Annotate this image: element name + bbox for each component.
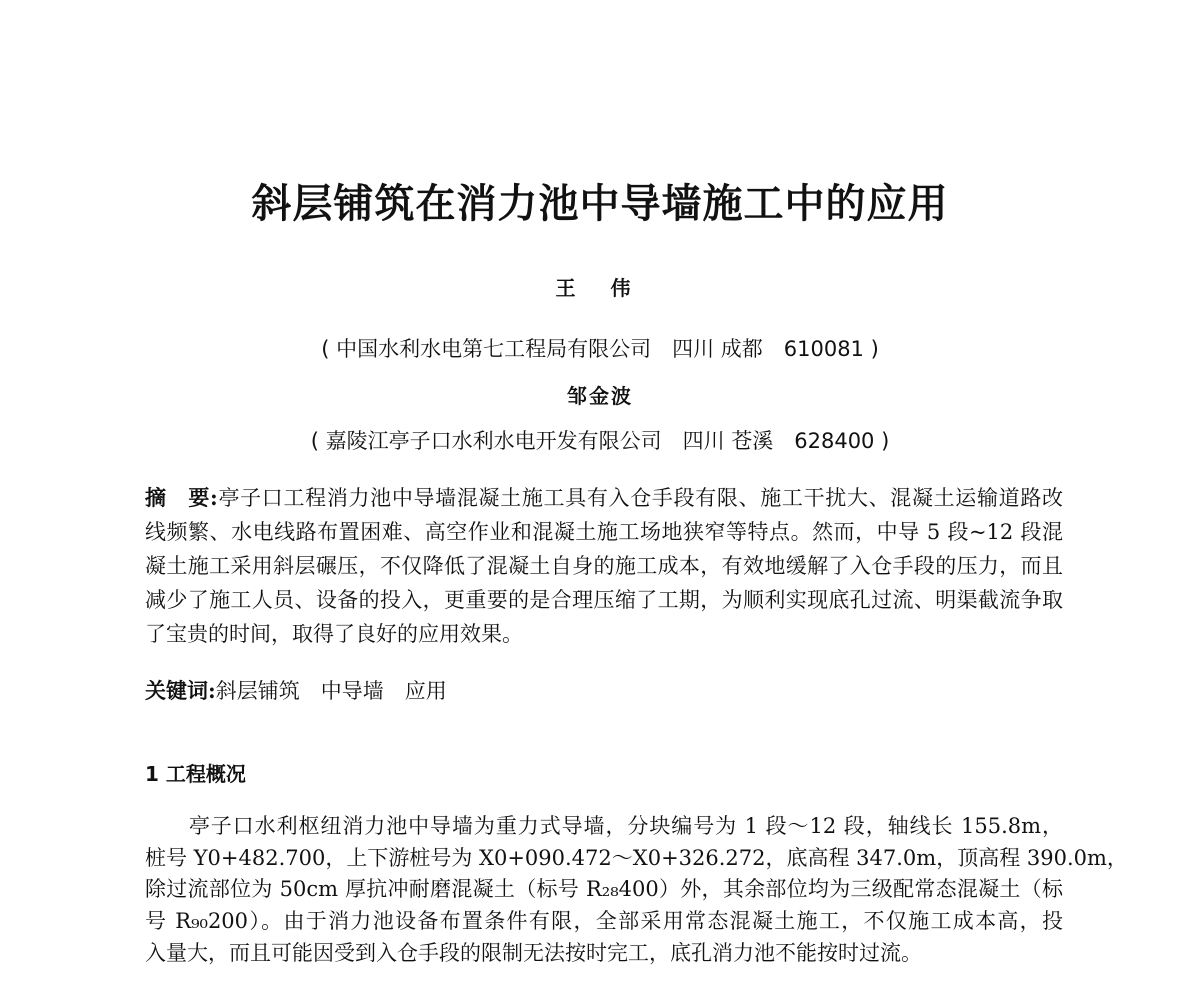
author-affiliation: ( 嘉陵江亭子口水利水电开发有限公司 四川 苍溪 628400 ) [310, 429, 890, 453]
author-name: 邹金波 [567, 384, 633, 408]
abstract-label: 摘 要: [145, 485, 218, 510]
keywords-text: 斜层铺筑 中导墙 应用 [215, 679, 447, 703]
keywords-line [145, 678, 1063, 704]
body-line: 除过流部位为 50cm 厚抗冲耐磨混凝土（标号 R₂₈400）外，其余部位均为三级配常态混凝土（标 [145, 877, 1063, 901]
abstract-line: 了宝贵的时间，取得了良好的应用效果。 [145, 622, 523, 646]
body-line: 入量大，而且可能因受到入仓手段的限制无法按时完工，底孔消力池不能按时过流。 [145, 941, 922, 965]
section-heading: 1 工程概况 [145, 762, 246, 786]
author-affiliation: ( 中国水利水电第七工程局有限公司 四川 成都 610081 ) [321, 337, 879, 361]
abstract-line [145, 485, 1063, 511]
abstract-line: 凝土施工采用斜层碾压，不仅降低了混凝土自身的施工成本，有效地缓解了入仓手段的压力，而且 [145, 554, 1063, 578]
abstract-line: 线频繁、水电线路布置困难、高空作业和混凝土施工场地狭窄等特点。然而，中导 5 段~12 段混 [145, 520, 1063, 544]
keywords-label: 关键词: [145, 678, 216, 703]
abstract-line: 减少了施工人员、设备的投入，更重要的是合理压缩了工期，为顺利实现底孔过流、明渠截流争取 [145, 588, 1063, 612]
body-line: 亭子口水利枢纽消力池中导墙为重力式导墙，分块编号为 1 段～12 段，轴线长 155.8m， [145, 814, 1063, 838]
body-line: 桩号 Y0+482.700，上下游桩号为 X0+090.472～X0+326.272，底高程 347.0m，顶高程 390.0m， [145, 846, 1128, 870]
abstract-text: 亭子口工程消力池中导墙混凝土施工具有入仓手段有限、施工干扰大、混凝土运输道路改 [217, 486, 1063, 510]
paper-title: 斜层铺筑在消力池中导墙施工中的应用 [251, 180, 949, 227]
author-name: 王 伟 [555, 276, 645, 300]
body-line: 号 R₉₀200）。由于消力池设备布置条件有限，全部采用常态混凝土施工，不仅施工成本高，投 [145, 909, 1063, 933]
